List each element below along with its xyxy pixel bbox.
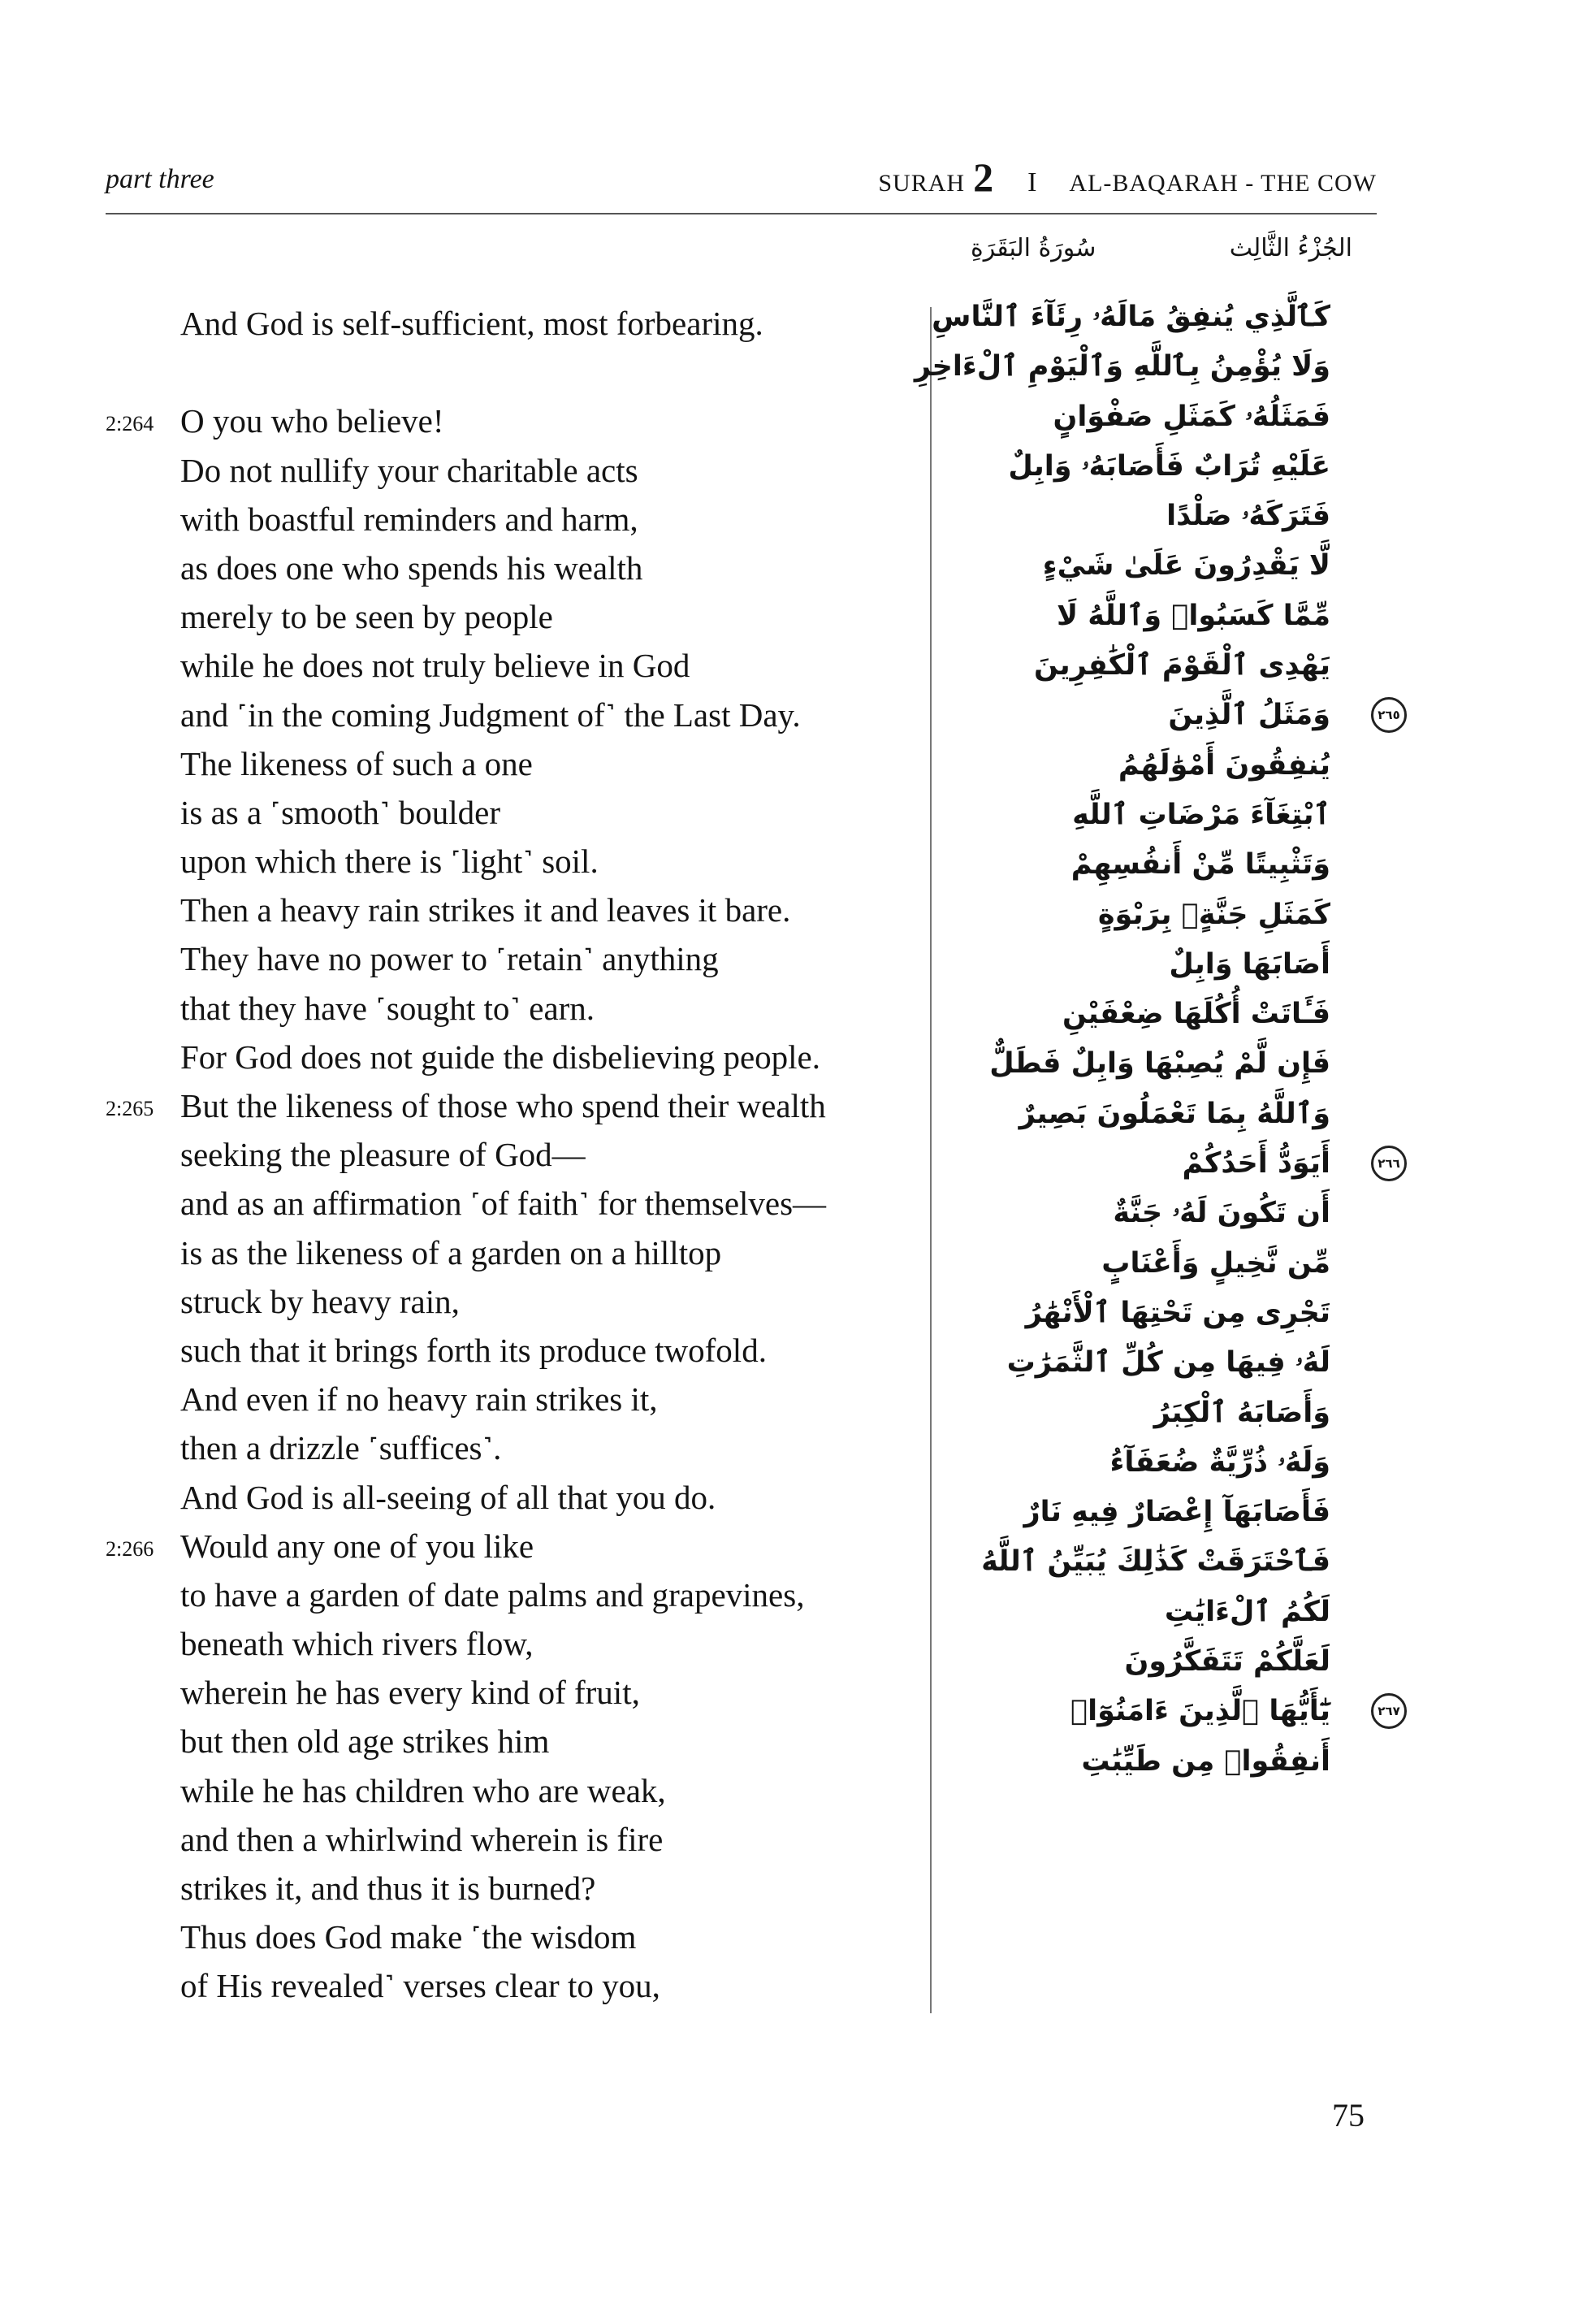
- arabic-part-name: الجُزْءُ الثَّالِث: [1229, 234, 1352, 262]
- verse-reference: 2:265: [106, 1097, 154, 1120]
- verse-text: O you who believe!: [180, 402, 444, 440]
- arabic-line-text: فَإِن لَّمْ يُصِبْهَا وَابِلٌ فَطَلٌّ: [989, 1047, 1330, 1081]
- verse-line: [106, 1766, 918, 1815]
- arabic-line-text: فَمَثَلُهُۥ كَمَثَلِ صَفْوَانٍ: [1053, 400, 1330, 433]
- verse-text: wherein he has every kind of fruit,: [180, 1674, 640, 1712]
- verse-text: And even if no heavy rain strikes it,: [180, 1380, 658, 1419]
- verse-line: [106, 1570, 918, 1619]
- verse-line: [106, 1179, 918, 1228]
- verse-line: [106, 396, 918, 445]
- header-separator: I: [1027, 167, 1037, 197]
- arabic-line: [950, 591, 1381, 641]
- verse-text: while he has children who are weak,: [180, 1771, 666, 1809]
- verse-text: to have a garden of date palms and grapevines,: [180, 1575, 805, 1614]
- verse-text: with boastful reminders and harm,: [180, 500, 638, 538]
- arabic-line: [932, 292, 1381, 342]
- verse-line: [106, 1277, 918, 1326]
- arabic-line: [950, 1338, 1381, 1388]
- verse-text: For God does not guide the disbelieving people.: [180, 1038, 820, 1076]
- arabic-line-text: لَكُمُ ٱلْءَايَٰتِ: [1164, 1595, 1330, 1628]
- arabic-line: [950, 1438, 1381, 1488]
- verse-reference: 2:264: [106, 412, 154, 436]
- verse-line: [106, 544, 918, 592]
- verse-line: [106, 1913, 918, 1961]
- arabic-line-text: كَٱلَّذِي يُنفِقُ مَالَهُۥ رِئَآءَ ٱلنَّاسِ: [932, 301, 1330, 333]
- surah-word: SURAH: [878, 170, 966, 197]
- surah-number: 2: [973, 154, 994, 200]
- arabic-line-text: فَأَصَابَهَآ إِعْصَارٌ فِيهِ نَارٌ: [1023, 1496, 1330, 1529]
- arabic-line: [950, 1090, 1381, 1139]
- verse-text: And God is all-seeing of all that you do.: [180, 1478, 716, 1516]
- arabic-text: [914, 292, 1400, 1787]
- verse-line: [106, 1864, 918, 1913]
- verse-line: [106, 739, 918, 788]
- verse-text: is as the likeness of a garden on a hilltop: [180, 1233, 722, 1271]
- verse-line: [106, 1326, 918, 1375]
- arabic-line-text: ٱبْتِغَآءَ مَرْضَاتِ ٱللَّهِ: [1072, 798, 1330, 831]
- verse-line: [106, 984, 918, 1033]
- arabic-line-text: تَجْرِى مِن تَحْتِهَا ٱلْأَنْهَٰرُ: [1025, 1296, 1330, 1329]
- arabic-line: [950, 791, 1381, 840]
- verse-line: [106, 1668, 918, 1717]
- arabic-line: [950, 1737, 1381, 1787]
- verse-line: [106, 1473, 918, 1522]
- verse-text: upon which there is ˹light˺ soil.: [180, 843, 599, 881]
- arabic-line-text: وَتَثْبِيتًا مِّنْ أَنفُسِهِمْ: [1070, 848, 1330, 882]
- arabic-line: [950, 1189, 1381, 1238]
- verse-text: Then a heavy rain strikes it and leaves it bare.: [180, 891, 791, 929]
- arabic-line-text: كَمَثَلِ جَنَّةٍۭ بِرَبْوَةٍ: [1097, 898, 1330, 931]
- arabic-line-text: لَّا يَقْدِرُونَ عَلَىٰ شَيْءٍ: [1042, 549, 1330, 583]
- verse-text: that they have ˹sought to˺ earn.: [180, 989, 595, 1027]
- verse-text: Do not nullify your charitable acts: [180, 451, 638, 489]
- arabic-header: [971, 234, 1352, 279]
- surah-name: AL-BAQARAH - THE COW: [1069, 170, 1377, 197]
- verse-text: The likeness of such a one: [180, 744, 533, 782]
- arabic-line-text: أَن تَكُونَ لَهُۥ جَنَّةٌ: [1113, 1197, 1330, 1230]
- verse-line: [106, 886, 918, 934]
- verse-line: [106, 1522, 918, 1570]
- arabic-line: [950, 741, 1381, 791]
- arabic-line: [950, 1687, 1400, 1736]
- arabic-line: [950, 442, 1381, 492]
- arabic-line: [950, 940, 1381, 990]
- arabic-line: [950, 1488, 1381, 1537]
- arabic-line: [950, 1039, 1381, 1089]
- verse-line: [106, 1815, 918, 1864]
- arabic-line: [950, 1588, 1381, 1637]
- verse-text: and as an affirmation ˹of faith˺ for themselves—: [180, 1185, 827, 1223]
- arabic-line-text: وَلَا يُؤْمِنُ بِٱللَّهِ وَٱلْيَوْمِ ٱلْءَاخِرِ: [914, 350, 1330, 383]
- page-number: 75: [1332, 2097, 1365, 2134]
- arabic-line: [950, 840, 1381, 890]
- verse-text: struck by heavy rain,: [180, 1282, 460, 1320]
- english-translation: [106, 299, 918, 2011]
- verse-text: seeking the pleasure of God—: [180, 1136, 586, 1174]
- arabic-line: [950, 392, 1381, 442]
- arabic-line-text: يَٰٓأَيُّهَا ٱلَّذِينَ ءَامَنُوٓا۟: [1070, 1695, 1330, 1728]
- header-rule: [106, 213, 1377, 214]
- arabic-line: [950, 691, 1400, 740]
- verse-line: [106, 1081, 918, 1130]
- arabic-line-text: وَلَهُۥ ذُرِّيَّةٌ ضُعَفَآءُ: [1109, 1445, 1330, 1479]
- arabic-surah-name: سُورَةُ البَقَرَةِ: [971, 234, 1096, 262]
- verse-text: beneath which rivers flow,: [180, 1625, 534, 1663]
- part-label: part three: [106, 164, 214, 194]
- arabic-line-text: عَلَيْهِ تُرَابٌ فَأَصَابَهُۥ وَابِلٌ: [1008, 449, 1330, 483]
- arabic-line-text: أَنفِقُوا۟ مِن طَيِّبَٰتِ: [1081, 1744, 1330, 1778]
- verse-line: [106, 641, 918, 690]
- arabic-line-text: مِّن نَّخِيلٍ وَأَعْنَابٍ: [1101, 1246, 1330, 1280]
- verse-line: [106, 1228, 918, 1277]
- verse-text: while he does not truly believe in God: [180, 647, 690, 685]
- arabic-line-text: وَمَثَلُ ٱلَّذِينَ: [1168, 699, 1330, 732]
- verse-text: but then old age strikes him: [180, 1722, 550, 1761]
- column-divider: [930, 307, 932, 2013]
- arabic-line: [950, 1139, 1400, 1189]
- arabic-line: [950, 1388, 1381, 1438]
- arabic-line-text: أَصَابَهَا وَابِلٌ: [1169, 947, 1330, 981]
- verse-line: [106, 934, 918, 983]
- arabic-line-text: مِّمَّا كَسَبُوا۟ وَٱللَّهُ لَا: [1056, 599, 1330, 632]
- arabic-line: [950, 492, 1381, 541]
- arabic-line: [950, 641, 1381, 691]
- verse-reference: 2:266: [106, 1536, 154, 1561]
- running-header: [106, 154, 1377, 203]
- verse-number-marker: ٢٦٥: [1371, 697, 1407, 733]
- verse-line: [106, 1619, 918, 1668]
- arabic-line: [914, 342, 1381, 392]
- verse-line: [106, 1961, 918, 2010]
- arabic-line: [950, 990, 1381, 1039]
- verse-text: Would any one of you like: [180, 1527, 534, 1565]
- verse-line: [106, 299, 918, 348]
- verse-text: such that it brings forth its produce twofold.: [180, 1331, 767, 1369]
- verse-line: [106, 1423, 918, 1472]
- verse-text: But the likeness of those who spend their wealth: [180, 1087, 826, 1124]
- verse-text: and then a whirlwind wherein is fire: [180, 1820, 664, 1858]
- verse-line: [106, 592, 918, 641]
- arabic-line-text: لَعَلَّكُمْ تَتَفَكَّرُونَ: [1124, 1645, 1330, 1679]
- arabic-line-text: أَيَوَدُّ أَحَدُكُمْ: [1182, 1147, 1330, 1180]
- verse-number-marker: ٢٦٦: [1371, 1146, 1407, 1181]
- arabic-line-text: يَهْدِى ٱلْقَوْمَ ٱلْكَٰفِرِينَ: [1034, 649, 1330, 682]
- verse-line: [106, 446, 918, 495]
- verse-line: [106, 788, 918, 837]
- arabic-line-text: يُنفِقُونَ أَمْوَٰلَهُمُ: [1118, 748, 1330, 782]
- verse-line: [106, 691, 918, 739]
- verse-text: Thus does God make ˹the wisdom: [180, 1918, 637, 1956]
- verse-text: merely to be seen by people: [180, 598, 553, 636]
- verse-line: [106, 495, 918, 544]
- verse-text: and ˹in the coming Judgment of˺ the Last Day.: [180, 695, 801, 734]
- arabic-line-text: لَهُۥ فِيهَا مِن كُلِّ ٱلثَّمَرَٰتِ: [1006, 1346, 1330, 1380]
- surah-title: [878, 154, 1377, 200]
- arabic-line-text: فَٱحْتَرَقَتْ كَذَٰلِكَ يُبَيِّنُ ٱللَّهُ: [981, 1545, 1330, 1579]
- verse-line: [106, 1130, 918, 1179]
- arabic-line: [950, 890, 1381, 940]
- verse-text: as does one who spends his wealth: [180, 548, 643, 587]
- arabic-line-text: وَٱللَّهُ بِمَا تَعْمَلُونَ بَصِيرٌ: [1019, 1097, 1330, 1130]
- arabic-line: [950, 1637, 1381, 1687]
- verse-text: of His revealed˺ verses clear to you,: [180, 1967, 660, 2005]
- arabic-line-text: فَتَرَكَهُۥ صَلْدًا: [1166, 500, 1330, 533]
- verse-line: [106, 1033, 918, 1081]
- verse-line: [106, 1717, 918, 1765]
- verse-number-marker: ٢٦٧: [1371, 1693, 1407, 1729]
- verse-line: [106, 837, 918, 886]
- arabic-line-text: وَأَصَابَهُ ٱلْكِبَرُ: [1153, 1396, 1330, 1429]
- arabic-line-text: فَـَٔاتَتْ أُكُلَهَا ضِعْفَيْنِ: [1062, 998, 1330, 1031]
- verse-text: And God is self-sufficient, most forbearing.: [180, 305, 763, 342]
- arabic-line: [950, 1537, 1381, 1587]
- arabic-line: [950, 541, 1381, 591]
- verse-text: strikes it, and thus it is burned?: [180, 1869, 596, 1907]
- verse-line: [106, 1375, 918, 1423]
- verse-line: [106, 348, 918, 396]
- verse-text: then a drizzle ˹suffices˺.: [180, 1429, 502, 1467]
- verse-text: They have no power to ˹retain˺ anything: [180, 940, 719, 978]
- arabic-line: [950, 1239, 1381, 1289]
- verse-text: is as a ˹smooth˺ boulder: [180, 793, 500, 831]
- arabic-line: [950, 1289, 1381, 1338]
